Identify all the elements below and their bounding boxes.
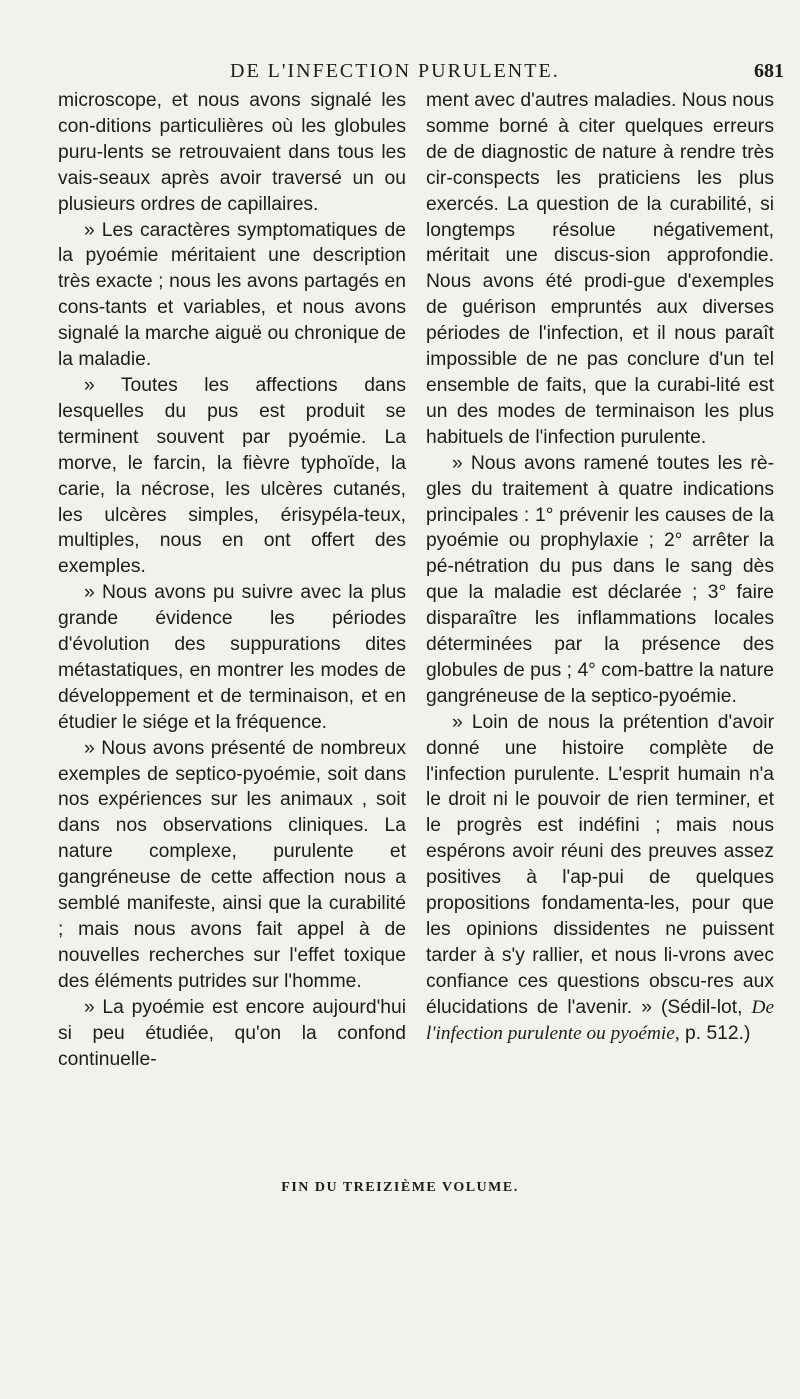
paragraph: » Nous avons ramené toutes les rè-gles du traitement à quatre indications principales : 1° prévenir les causes de la pyoémie ou prophylaxie ; 2° arrêter la pé-nétration du pus dans le sang dès que la maladie est déclarée ; 3° faire disparaître les inflammations locales déterminées par la présence des globules de pus ; 4° com-battre la nature gangréneuse de la septico-pyoémie. bbox=[426, 452, 774, 707]
citation-page: p. 512.) bbox=[685, 1022, 751, 1044]
left-column bbox=[58, 88, 406, 1072]
final-paragraph bbox=[426, 710, 774, 1047]
colophon: FIN DU TREIZIÈME VOLUME. bbox=[281, 1180, 519, 1195]
final-paragraph-text: » Loin de nous la prétention d'avoir donné une histoire complète de l'infection purulente. L'esprit humain n'a le droit ni le pouvoir de rien terminer, et le progrès est indéfini ; mais nous espérons avoir réuni des preuves assez positives à l'ap-pui de quelques propositions fondamenta-les, pour que les opinions dissidentes ne puissent tarder à s'y rallier, et nous li-vrons avec confiance ces questions obscu-res aux élucidations de l'avenir. » (Sédil-lot, bbox=[426, 711, 774, 1018]
running-head bbox=[230, 56, 784, 86]
paragraph: » Nous avons pu suivre avec la plus grande évidence les périodes d'évolution des suppurations dites métastatiques, en montrer les modes de développement et de terminaison, et en étudier le siége et la fréquence. bbox=[58, 582, 406, 733]
paragraph: » Les caractères symptomatiques de la pyoémie méritaient une description très exacte ; nous les avons partagés en cons-tants et variables, et nous avons signalé la marche aiguë ou chronique de la maladie. bbox=[58, 219, 406, 371]
paragraph: » Toutes les affections dans lesquelles du pus est produit se terminent souvent par pyoémie. La morve, le farcin, la fièvre typhoïde, la carie, la nécrose, les ulcères cutanés, les ulcères simples, érisypéla-teux, multiples, nous en ont offert des exemples. bbox=[58, 374, 406, 578]
paragraph: microscope, et nous avons signalé les con-ditions particulières où les globules puru-lents se retrouvaient dans tous les vais-seaux après avoir traversé un ou plusieurs ordres de capillaires. bbox=[58, 90, 406, 215]
paragraph: » Nous avons présenté de nombreux exemples de septico-pyoémie, soit dans nos expériences sur les animaux , soit dans nos observations cliniques. La nature complexe, purulente et gangréneuse de cette affection nous a semblé manifeste, ainsi que la curabilité ; mais nous avons fait appel à de nouvelles recherches sur l'effet toxique des éléments putrides sur l'homme. bbox=[58, 737, 406, 992]
paragraph: » La pyoémie est encore aujourd'hui si peu étudiée, qu'on la confond continuelle- bbox=[58, 996, 406, 1070]
running-title: DE L'INFECTION PURULENTE. bbox=[230, 60, 560, 82]
paragraph: ment avec d'autres maladies. Nous nous somme borné à citer quelques erreurs de de diagnostic de nature à rendre très cir-conspects les praticiens les plus exercés. La question de la curabilité, si longtemps résolue négativement, méritait une discus-sion approfondie. Nous avons été prodi-gue d'exemples de guérison empruntés aux diverses périodes de l'infection, et il nous paraît impossible de ne pas conclure d'un tel ensemble de faits, que la curabi-lité est un des modes de terminaison les plus habituels de l'infection purulente. bbox=[426, 90, 774, 448]
right-column bbox=[426, 88, 774, 1047]
citation-title: De l'infection purulente ou pyoémie, bbox=[426, 996, 774, 1044]
page-number: 681 bbox=[754, 60, 784, 82]
